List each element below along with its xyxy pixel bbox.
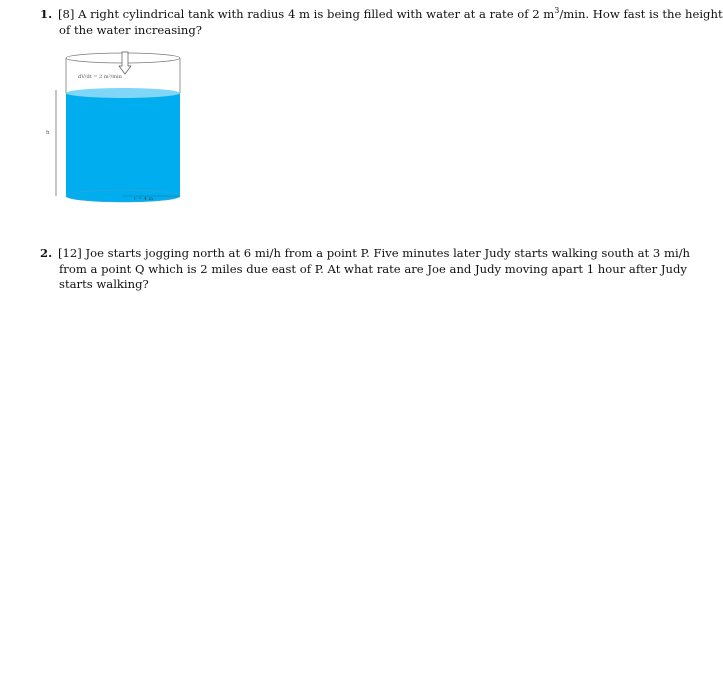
problem-1-points: [8]: [58, 7, 75, 21]
problem-2-text-line-1: Joe starts jogging north at 6 mi/h from a point P. Five minutes later Judy starts walking south at 3 mi/h: [85, 246, 691, 260]
problem-1-text-prefix: A right cylindrical tank with radius 4 m is being filled with water at a rate of 2 m: [78, 7, 555, 21]
problem-1-text-suffix: /min. How fast is the height: [559, 7, 723, 21]
cylinder-tank-svg: [36, 48, 196, 213]
problem-2-line-1: [40, 246, 691, 262]
problem-2-line-2: from a point Q which is 2 miles due east of P. At what rate are Joe and Judy moving apart 1 hour after Judy: [59, 261, 687, 276]
problem-2-number: 2.: [40, 246, 53, 260]
height-label: h: [46, 130, 50, 136]
problem-1: [40, 6, 723, 38]
water-surface: [66, 88, 180, 98]
water-body: [66, 93, 180, 202]
problem-1-exponent: 3: [554, 6, 560, 16]
cylinder-tank-figure: [36, 48, 196, 213]
problem-1-number: 1.: [40, 7, 53, 21]
problem-1-line-2: of the water increasing?: [59, 22, 202, 37]
problem-2: [40, 246, 691, 293]
rate-label: dV/dt = 2 m³/min: [78, 74, 122, 80]
radius-label: r = 4 m: [134, 196, 154, 202]
problem-2-line-3: starts walking?: [59, 277, 149, 291]
problem-1-line-1: [40, 6, 723, 23]
problem-2-points: [12]: [58, 246, 82, 260]
